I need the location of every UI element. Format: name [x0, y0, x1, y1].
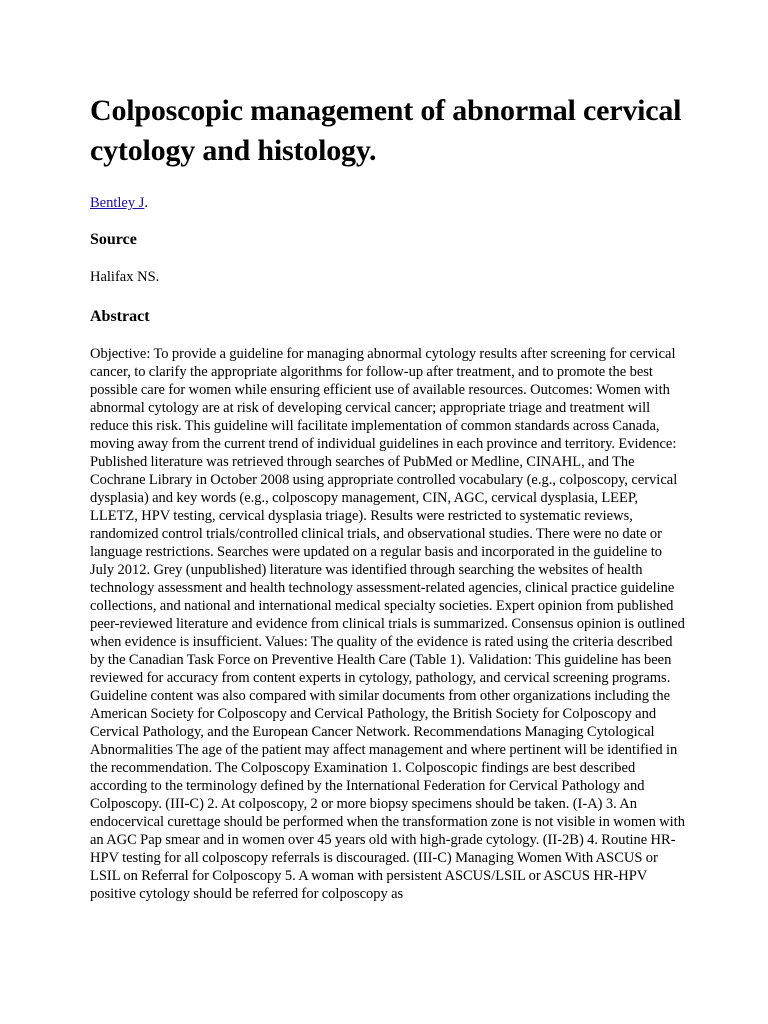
author-suffix: .	[144, 195, 148, 211]
abstract-heading: Abstract	[90, 308, 150, 325]
author-link[interactable]: Bentley J	[90, 195, 145, 211]
abstract-text: Objective: To provide a guideline for managing abnormal cytology results after screening for cervical cancer, to clarify the appropriate algorithms for follow-up after treatment, and to promote the best possible care for women while ensuring efficient use of available resources. Outcomes: Women with abnormal cytology are at risk of developing cervical cancer; appropriate triage and treatment will reduce this risk. This guideline will facilitate implementation of common standards across Canada, moving away from the current trend of individual guidelines in each province and territory. Evidence: Published literature was retrieved through searches of PubMed or Medline, CINAHL, and The Cochrane Library in October 2008 using appropriate controlled vocabulary (e.g., colposcopy, cervical dysplasia) and key words (e.g., colposcopy management, CIN, AGC, cervical dysplasia, LEEP, LLETZ, HPV testing, cervical dysplasia triage). Results were restricted to systematic reviews, randomized control trials/controlled clinical trials, and observational studies. There were no date or language restrictions. Searches were updated on a regular basis and incorporated in the guideline to July 2012. Grey (unpublished) literature was identified through searching the websites of health technology assessment and health technology assessment-related agencies, clinical practice guideline collections, and national and international medical specialty societies. Expert opinion from published peer-reviewed literature and evidence from clinical trials is summarized. Consensus opinion is outlined when evidence is insufficient. Values: The quality of the evidence is rated using the criteria described by the Canadian Task Force on Preventive Health Care (Table 1). Validation: This guideline has been reviewed for accuracy from content experts in cytology, pathology, and cervical screening programs. Guideline content was also compared with similar documents from other organizations including the American Society for Colposcopy and Cervical Pathology, the British Society for Colposcopy and Cervical Pathology, and the European Cancer Network. Recommendations Managing Cytological Abnormalities The age of the patient may affect management and where pertinent will be identified in the recommendation. The Colposcopy Examination 1. Colposcopic findings are best described according to the terminology defined by the International Federation for Cervical Pathology and Colposcopy. (III-C) 2. At colposcopy, 2 or more biopsy specimens should be taken. (I-A) 3. An endocervical curettage should be performed when the transformation zone is not visible in women with an AGC Pap smear and in women over 45 years old with high-grade cytology. (II-2B) 4. Routine HR-HPV testing for all colposcopy referrals is discouraged. (III-C) Managing Women With ASCUS or LSIL on Referral for Colposcopy 5. A woman with persistent ASCUS/LSIL or ASCUS HR-HPV positive cytology should be referred for colposcopy as	[90, 346, 685, 902]
source-heading: Source	[90, 231, 137, 248]
source-text: Halifax NS.	[90, 269, 160, 285]
author-line	[90, 194, 686, 212]
article-title: Colposcopic management of abnormal cervical cytology and histology.	[90, 94, 682, 167]
